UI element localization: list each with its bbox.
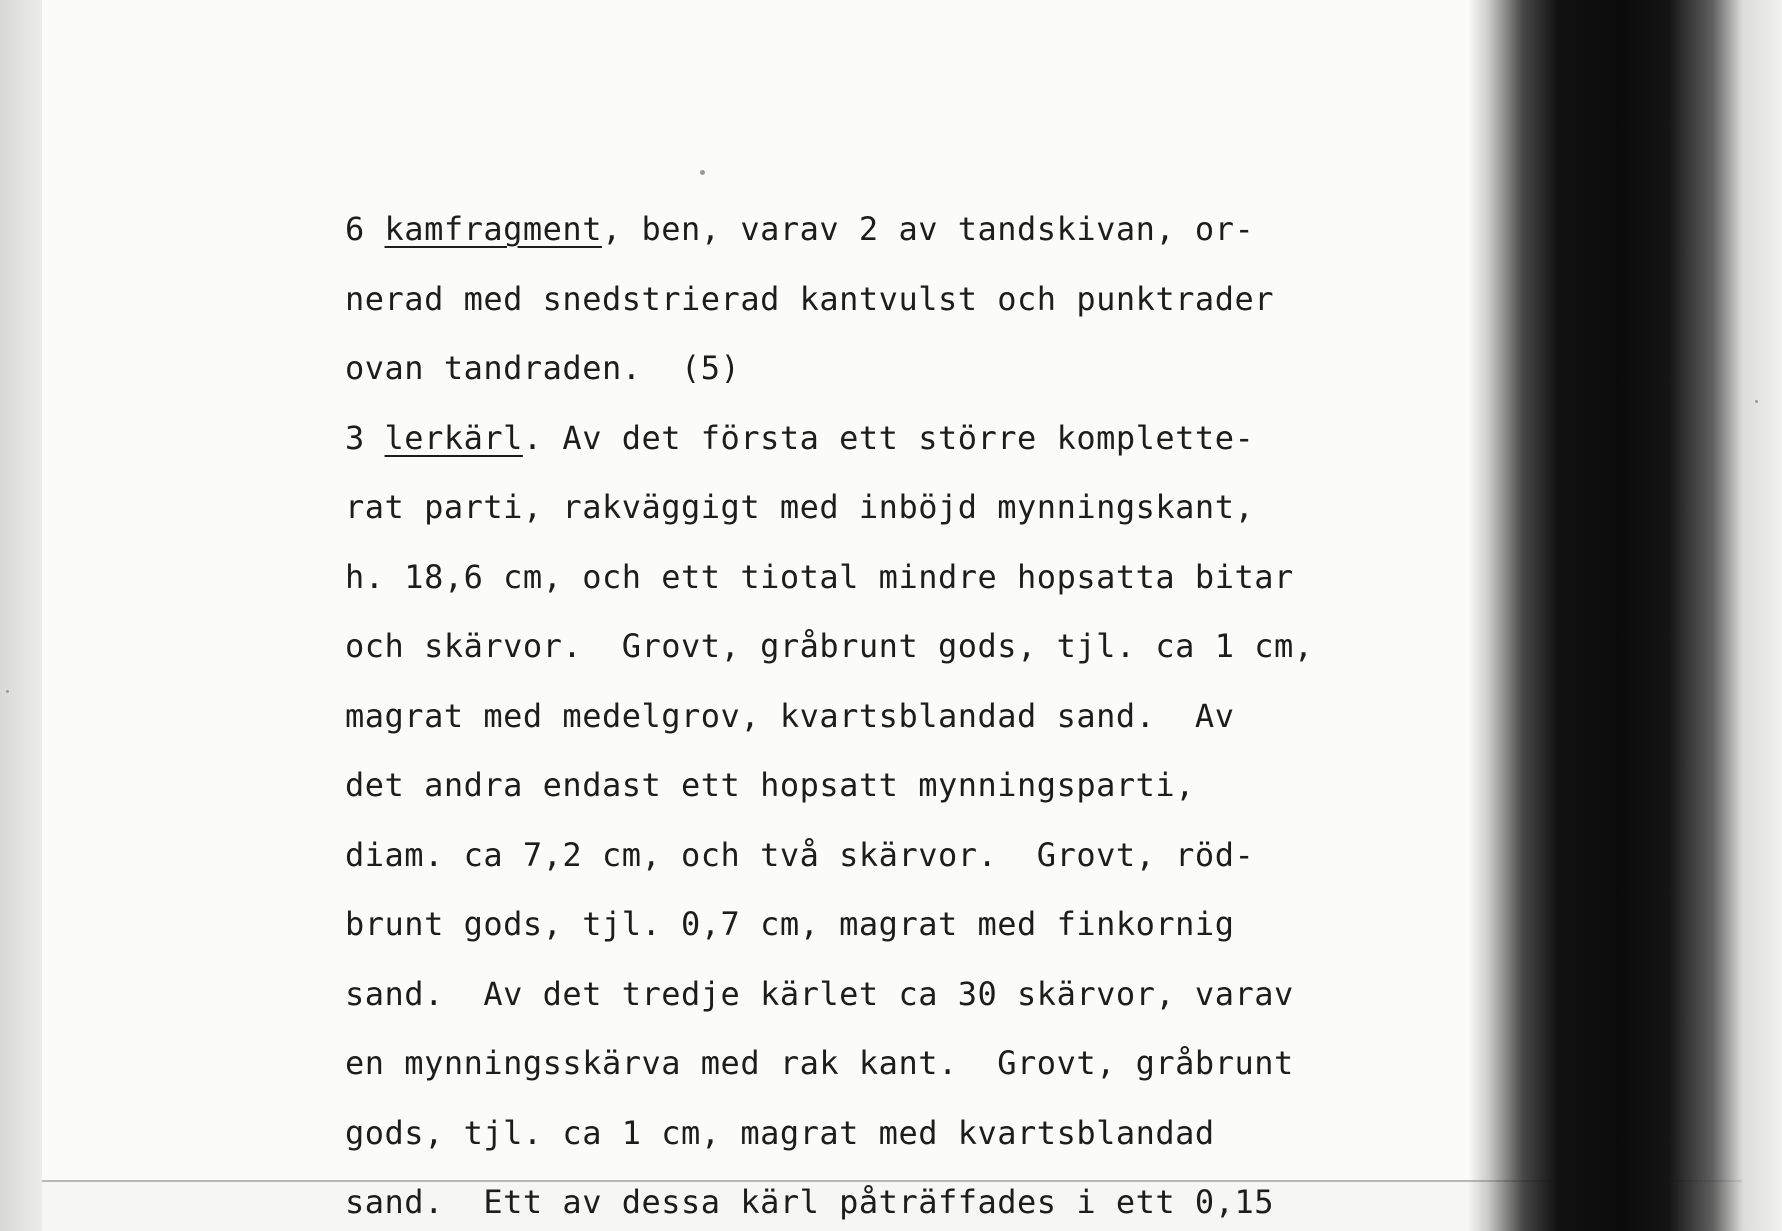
text-line-start: det andra endast ett hopsatt mynningsparti, xyxy=(345,766,1195,804)
text-line-start: och skärvor. Grovt, gråbrunt gods, tjl. ca 1 cm, xyxy=(345,627,1314,665)
text-line xyxy=(345,1099,1475,1169)
text-line xyxy=(345,751,1475,821)
scan-left-margin xyxy=(0,0,42,1231)
text-line xyxy=(345,960,1475,1030)
dust-speck xyxy=(6,690,9,693)
text-line xyxy=(345,404,1475,474)
typewritten-text xyxy=(345,195,1475,1231)
text-line xyxy=(345,612,1475,682)
text-line xyxy=(345,1168,1475,1231)
text-line xyxy=(345,1029,1475,1099)
text-line-start: nerad med snedstrierad kantvulst och punktrader xyxy=(345,279,1274,318)
text-line xyxy=(345,265,1475,335)
text-line xyxy=(345,543,1475,613)
text-line xyxy=(345,890,1475,960)
underlined-term: kamfragment xyxy=(384,210,602,248)
dust-speck xyxy=(1755,400,1758,403)
text-line-end: . Av det första ett större komplette- xyxy=(522,418,1255,457)
text-line xyxy=(345,473,1475,543)
text-line-start: magrat med medelgrov, kvartsblandad sand. Av xyxy=(345,696,1235,735)
text-line-start: 6 xyxy=(345,210,385,248)
text-line-start: h. 18,6 cm, och ett tiotal mindre hopsatta bitar xyxy=(345,557,1294,596)
text-line-start: en mynningsskärva med rak kant. Grovt, gråbrunt xyxy=(345,1044,1294,1082)
text-line-start: ovan tandraden. (5) xyxy=(345,349,741,387)
text-line-start: sand. Av det tredje kärlet ca 30 skärvor, varav xyxy=(345,974,1294,1013)
text-line-start: sand. Ett av dessa kärl påträffades i ett 0,15 xyxy=(345,1183,1274,1221)
scanner-shadow-band xyxy=(1468,0,1782,1231)
text-line-start: brunt gods, tjl. 0,7 cm, magrat med finkornig xyxy=(345,905,1235,943)
text-line-start: gods, tjl. ca 1 cm, magrat med kvartsblandad xyxy=(345,1113,1215,1152)
text-line-start: diam. ca 7,2 cm, och två skärvor. Grovt, röd- xyxy=(345,835,1255,874)
text-line xyxy=(345,682,1475,752)
text-line xyxy=(345,334,1475,404)
text-line-end: , ben, varav 2 av tandskivan, or- xyxy=(601,210,1255,248)
underlined-term: lerkärl xyxy=(384,418,523,457)
dust-speck xyxy=(700,170,705,175)
text-line-start: 3 xyxy=(345,418,385,457)
text-line xyxy=(345,195,1475,265)
text-line-start: rat parti, rakväggigt med inböjd mynningskant, xyxy=(345,488,1255,526)
text-line xyxy=(345,821,1475,891)
